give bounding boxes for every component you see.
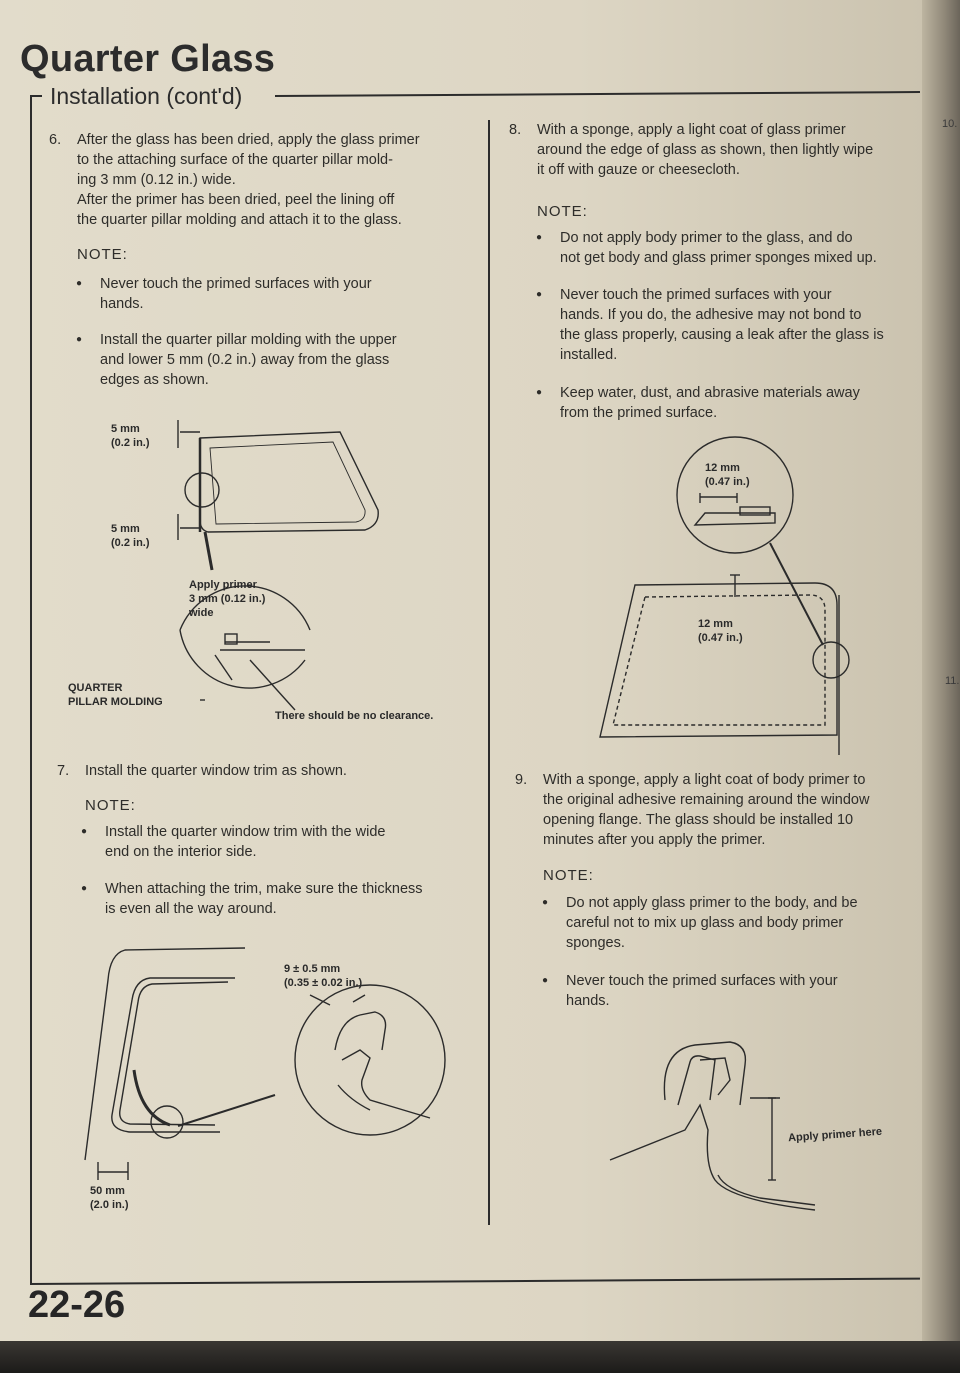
bullet-line: from the primed surface. <box>560 405 718 421</box>
bullet-line: installed. <box>560 347 618 363</box>
step-line: ing 3 mm (0.12 in.) wide. <box>77 172 236 188</box>
note-bullet <box>560 285 905 365</box>
body-primer-figure <box>600 1020 900 1220</box>
step-number: 6. <box>49 132 62 148</box>
bullet-line: end on the interior side. <box>105 844 257 860</box>
bullet-line: ● Never touch the primed surfaces with your <box>560 287 832 303</box>
trim-figure <box>70 940 470 1190</box>
step-line: to the attaching surface of the quarter pillar mold- <box>77 152 393 168</box>
step-line: opening flange. The glass should be installed 10 <box>543 812 854 828</box>
molding-label <box>68 681 163 709</box>
note-label: NOTE: <box>543 867 594 884</box>
note-bullet <box>100 274 450 314</box>
frame-left-line <box>30 95 32 1285</box>
label-line: (0.47 in.) <box>698 632 743 644</box>
step-7 <box>57 761 455 781</box>
bullet-line: ● Install the quarter pillar molding with the upper <box>100 332 397 348</box>
clearance-label: There should be no clearance. <box>275 710 434 722</box>
step-line: Install the quarter window trim as shown. <box>85 763 347 779</box>
label-line: 12 mm <box>698 618 733 630</box>
label-line: 9 ± 0.5 mm <box>284 963 341 975</box>
label-line: QUARTER <box>68 682 123 694</box>
label-line: PILLAR MOLDING <box>68 696 163 708</box>
side-mark-11: 11. <box>945 675 960 687</box>
label-line: (2.0 in.) <box>90 1199 129 1211</box>
note-bullet <box>560 383 905 423</box>
bullet-line: the glass properly, causing a leak after the glass is <box>560 327 884 343</box>
bubble-dimension-label <box>705 461 750 489</box>
bullet-line: careful not to mix up glass and body primer <box>566 915 844 931</box>
page-title: Quarter Glass <box>20 38 276 80</box>
bullet-line: ● Do not apply body primer to the glass, and do <box>560 230 853 246</box>
label-line: (0.35 ± 0.02 in.) <box>284 977 363 989</box>
bullet-line: hands. If you do, the adhesive may not bond to <box>560 307 862 323</box>
step-number: 7. <box>57 763 70 779</box>
trim-length-label <box>90 1184 129 1212</box>
bullet-line: and lower 5 mm (0.2 in.) away from the glass <box>100 352 390 368</box>
note-label: NOTE: <box>537 203 588 220</box>
note-label: NOTE: <box>85 797 136 814</box>
step-line: it off with gauze or cheesecloth. <box>537 162 740 178</box>
side-mark-10: 10. <box>942 118 958 130</box>
step-number: 9. <box>515 772 528 788</box>
bullet-line: ● When attaching the trim, make sure the thickness <box>105 881 423 897</box>
note-bullet <box>105 822 455 862</box>
step-line: the quarter pillar molding and attach it to the glass. <box>77 212 402 228</box>
step-8 <box>509 120 907 180</box>
step-line: With a sponge, apply a light coat of body primer to <box>543 772 866 788</box>
label-line: wide <box>189 607 214 619</box>
step-line: With a sponge, apply a light coat of glass primer <box>537 122 846 138</box>
bullet-line: ● Install the quarter window trim with the wide <box>105 824 386 840</box>
label-line: 12 mm <box>705 462 740 474</box>
primer-width-label <box>189 578 265 620</box>
note-bullet <box>560 228 905 268</box>
primer-here-label: Apply primer here <box>787 1125 883 1145</box>
bullet-line: ● Do not apply glass primer to the body, and be <box>566 895 858 911</box>
note-bullet <box>100 330 450 390</box>
lower-gap-label <box>111 522 150 550</box>
bullet-line: edges as shown. <box>100 372 209 388</box>
note-bullet <box>105 879 455 919</box>
step-6 <box>49 130 457 230</box>
label-line: 50 mm <box>90 1185 125 1197</box>
page-number: 22-26 <box>28 1284 126 1326</box>
note-bullet <box>566 893 906 953</box>
note-bullet <box>566 971 906 1011</box>
step-line: minutes after you apply the primer. <box>543 832 766 848</box>
bullet-line: ● Never touch the primed surfaces with your <box>100 276 372 292</box>
step-number: 8. <box>509 122 522 138</box>
column-divider <box>488 120 490 1225</box>
bullet-line: is even all the way around. <box>105 901 277 917</box>
bullet-line: hands. <box>566 993 610 1009</box>
note-label: NOTE: <box>77 246 128 263</box>
step-line: the original adhesive remaining around the window <box>543 792 870 808</box>
section-subtitle: Installation (cont'd) <box>50 83 243 109</box>
bullet-line: hands. <box>100 296 144 312</box>
label-line: Apply primer <box>189 579 257 591</box>
glass-dimension-label <box>698 617 743 645</box>
label-line: (0.47 in.) <box>705 476 750 488</box>
bullet-line: ● Never touch the primed surfaces with your <box>566 973 838 989</box>
bullet-line: not get body and glass primer sponges mixed up. <box>560 250 877 266</box>
label-line: 5 mm <box>111 423 140 435</box>
upper-gap-label <box>111 422 150 450</box>
label-line: 3 mm (0.12 in.) <box>189 593 266 605</box>
step-line: After the primer has been dried, peel the lining off <box>77 192 395 208</box>
bullet-line: ● Keep water, dust, and abrasive materials away <box>560 385 860 401</box>
step-9 <box>515 770 908 850</box>
step-line: around the edge of glass as shown, then lightly wipe <box>537 142 874 158</box>
page-bottom-edge <box>0 1341 960 1373</box>
bullet-line: sponges. <box>566 935 625 951</box>
label-line: (0.2 in.) <box>111 437 150 449</box>
step-line: After the glass has been dried, apply the glass primer <box>77 132 420 148</box>
label-line: 5 mm <box>111 523 140 535</box>
trim-thickness-label <box>284 962 362 990</box>
label-line: (0.2 in.) <box>111 537 150 549</box>
frame-top-tick <box>30 95 42 97</box>
